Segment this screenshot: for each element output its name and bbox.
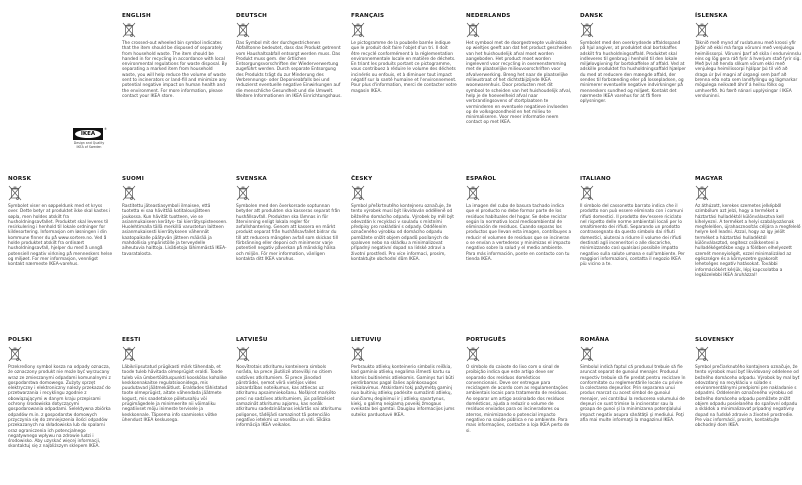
section-italiano — [580, 176, 686, 268]
section-text: Le pictogramme de la poubelle barrée indique que le produit doit faire l'objet d'un tri. Il doit être recyclé conformément à la réglementation environnementale locale en matière de déchets. En triant les produits portant ce pictogramme, vous contribuez à réduire le volume des déchets incinérés ou enfouis, et à diminuer tout impact négatif sur la santé humaine et l'environnement. Pour plus d'information, merci de contacter votre magasin IKEA. — [351, 41, 457, 94]
section-text: Symbolen med den överkorsade soptunnan betyder att produkten ska kasseras separat från hushållsavfall. Produkten ska lämnas in för återvinning enligt lokala regler för avfallshantering. Genom att kassera en märkt produkt separat från hushållsavfallet bidrar du till att reducera mängden avfall som skickas till förbränning eller deponi och minimerar varje potentiell negativ påverkan på mänsklig hälsa och miljön. För mer information, vänligen kontakta ditt IKEA varuhus. — [236, 204, 341, 262]
section-cesky — [351, 176, 457, 262]
crossed-out-bin-icon — [695, 22, 709, 38]
section-text: Das Symbol mit der durchgestrichenen Abfalltonne bedeutet, dass das Produkt getrennt vom Haushaltsabfall entsorgt werden muss. Das Produkt muss gem. der örtlichen Entsorgungsvorschriften der Wiederverwertung zugeführt werden. Durch separate Entsorgung des Produkts trägt du zur Minderung des Verbrennungs- oder Deponieabfalls bei und reduzierst eventuelle negative Einwirkungen auf die menschliche Gesundheit und die Umwelt. Weitere Informationen im IKEA Einrichtungshaus. — [236, 41, 342, 99]
section-text: Symbolet viser en søppeldunk med et kryss over. Dette betyr at produktet ikke skal kastes i søpla, men holdes atskilt fra husholdningsavfallet. Produktet skal leveres til resirkulering i henhold til lokale ordninger for kildesortering. Informasjon om løsningen i din kommune finner du på www.sortere.no. Ved å holde produktet atskilt fra ordinært husholdningsavfall, hjelper du med å unngå potensiell negativ virkning på menneskers helse og miljøet. For mer informasjon, vennligst kontakt nærmeste IKEA-varehus. — [8, 204, 113, 268]
crossed-out-bin-icon — [695, 346, 709, 362]
section-text: Het symbool met de doorgestreepte vuilnisbak op wieltjes geeft aan dat het product gescheiden van het huishoudelijk afval moet worden aangeboden. Het product moet worden ingeleverd voor recycling in overeenstemming met de plaatselijke milieuvoorschriften voor afvalverwerking. Breng het naar de plaatselijke milieustraat of het dichtstbijzijnde IKEA woonwarenhuis. Door producten met dit symbool te scheiden van het huishoudelijk afval, help je de hoeveelheid afval naar verbrandingsovens of stortplaatsen te verminderen en eventuele negatieve invloeden op de volksgezondheid en het milieu te minimaliseren. Voor meer informatie neem contact op met IKEA. — [466, 41, 572, 126]
section-text: Przekreślony symbol kosza na odpady oznacza, że oznaczony produkt nie może być wyrzucany wraz ze zmieszanymi odpadami komunalnymi z gospodarstwa domowego. Zużyty sprzęt elektryczny i elektroniczny należy przekazać do przetwarzania i recyklingu zgodnie z obowiązującymi w danym kraju przepisami ochrony środowiska dotyczącymi gospodarowania odpadami. Selektywna zbiórka odpadów m.in. z gospodarstw domowych przyczynia się do zmniejszenia ilości odpadów przekazanych na składowiska lub do spalarni oraz ograniczenia ich potencjalnego negatywnego wpływu na zdrowie ludzi i środowisko. Aby uzyskać więcej informacji, skontaktuj się z najbliższym sklepem IKEA. — [8, 365, 111, 450]
section-heading: ENGLISH — [122, 13, 151, 19]
section-espanol — [466, 176, 572, 262]
crossed-out-bin-icon — [236, 185, 250, 201]
section-heading: LATVIEŠU — [236, 337, 268, 343]
section-heading: SVENSKA — [236, 176, 267, 182]
section-text: Rastitettu jäteastiasymboli ilmaisee, että tuotetta ei saa hävittää kotitalousjätteen joukossa. Kun hävität tuotteen, vie se asianmukaiseen kerätys- tai kierrätyspisteeseen. Huolehtimalla tällä merkillä varustetun laitteen asianmukaisesti kierrätykseen vähennät kaatopaikalle päätyvän jätteen määrää ja mahdollisia ympäristölle ja terveydelle aiheutuvia haittoja. Lisätietoja lähimmästä IKEA-tavaratalosta. — [122, 204, 228, 257]
crossed-out-bin-icon — [351, 22, 365, 38]
section-heading: POLSKI — [8, 337, 33, 343]
crossed-out-bin-icon — [466, 346, 480, 362]
section-text: Az áthúzott, kerekes szemetes jelképből szimbólum azt jelzi, hogy a terméket a háztartási hulladéktól különválasztva kell kihelyezni. A terméket a helyi szabályozásnak megfelelően, újrahasznosítás céljára a megfelelő helyre kell leadni. Azzal, hogy az így jelölt terméket a háztartási hulladéktól különválasztod, segítesz csökkenteni a hulladékégetőkbe vagy a földben elhelyezett szemét mennyiségét, ezzel minimalizálod az egészségre és a környezetre gyakorolt lehetséges negatív hatásokat. További információkért kérjük, lépj kapcsolatba a legközelebbi IKEA áruházzal! — [695, 204, 801, 278]
crossed-out-bin-icon — [466, 185, 480, 201]
section-magyar — [695, 176, 801, 278]
crossed-out-bin-icon — [122, 185, 136, 201]
section-portugues — [466, 337, 572, 434]
section-polski — [8, 337, 114, 450]
section-deutsch — [236, 13, 342, 99]
section-lietuviu — [351, 337, 457, 418]
crossed-out-bin-icon — [580, 22, 594, 38]
section-svenska — [236, 176, 342, 262]
crossed-out-bin-icon — [8, 346, 22, 362]
section-text: Nosvītrotais atkritumu konteinera simbols norāda, ka prece jāutilizē atsevišķi no citiem sadzīves atkritumiem. Šī prece jānodod pārstrādei, ņemot vērā vietējos vides aizsardzības noteikumus, kas attiecas uz atkritumu apsaimniekošanu. Nošķirot marķēto preci no sadzīves atkritumiem, jūs palīdzēsiet samazināt atkritumu apjomu, kas nonāk atkritumu sadedzināšanas iekārtās vai atkritumu poligonos, tādējādi samazinot tā potenciālo negatīvo ietekmi uz veselību un vidi. Sīkāka informācija IKEA veikalos. — [236, 365, 342, 429]
crossed-out-bin-icon — [236, 22, 250, 38]
ikea-logo-mark: IKEA — [73, 128, 103, 140]
section-heading: DEUTSCH — [236, 13, 268, 19]
section-heading: NORSK — [8, 176, 32, 182]
section-text: Il simbolo del cassonetto barrato indica che il prodotto non può essere eliminato con i comuni rifiuti domestici. Il prodotto dev'essere riciclato nel rispetto delle norme ambientali locali per lo smaltimento dei rifiuti. Separando un prodotto contrassegnato da questo simbolo dai rifiuti domestici, aiuterai a ridurre il volume dei rifiuti destinati agli inceneritori o alle discariche, minimizzando così qualsiasi possibile impatto negativo sulla salute umana e sull'ambiente. Per maggiori informazioni, contatta il negozio IKEA più vicino a te. — [580, 204, 685, 268]
crossed-out-bin-icon — [122, 22, 136, 38]
section-heading: SLOVENSKY — [695, 337, 735, 343]
crossed-out-bin-icon — [351, 346, 365, 362]
section-eesti — [122, 337, 228, 423]
crossed-out-bin-icon — [122, 346, 136, 362]
section-heading: EESTI — [122, 337, 141, 343]
section-english — [122, 13, 228, 99]
section-text: The crossed-out wheeled bin symbol indicates that the item should be disposed of separately from household waste. The item should be handed in for recycling in accordance with local environmental regulations for waste disposal. By separating a marked item from household waste, you will help reduce the volume of waste sent to incinerators or land-fill and minimize any potential negative impact on human health and the environment. For more information, please contact your IKEA store. — [122, 41, 228, 99]
section-text: Perbraukto atliekų konteinerio simbolis reiškia, kad gaminio atliekų negalima išmesti kartu su kitomis buitinėmis atliekomis. Gaminys turi būti perdirbamas pagal šalies aplinkosaugos reikalavimus. Atskirdami tokį pažymėtą gaminį nuo buitinių atliekų padėsite sumažinti atliekų, siunčiamų deginimui ir į atliekų sąvartynus, kiekį, o galimą neigiamą poveikį žmogaus sveikatai bei gamtai. Daugiau informacijos jums suteiks parduotuvė IKEA. — [351, 365, 455, 418]
section-heading: ITALIANO — [580, 176, 611, 182]
section-islenska — [695, 13, 801, 99]
crossed-out-bin-icon — [580, 346, 594, 362]
crossed-out-bin-icon — [466, 22, 480, 38]
section-text: Läbikriipsutatud prügikasti märk tähendab, et toode tuleb hävitada olmeprügist eraldi. Toode tuleb viia ümbertöötluspunkti kooskõlas kohalike keskkonnakaitse regulatsioonidega, mis puudutavad jäätmekäitlust. Eraldades tähistatud toote olmeprügist, aitate vähendada jäätmete kogust, mis saadetakse põletusahju või prügimägedele ja minimeerite nii võimaliku negatiivset mõju inimeste tervisele ja keskkonnale. Täpsema info saamiseks võtke ühendust IKEA keskusega. — [122, 365, 228, 423]
section-text: Symbol prečiarknutého kontajnera označuje, že tento výrobok musí byť likvidovaný oddelene od bežného domáceho odpadu. Výrobok by mal byť odovzdaný na recykláciu v súlade s environmentálnymi predpismi pre nakladanie s odpadmi. Oddelením označeného výrobku od bežného domáceho odpadu pomôžete znížiť objem odpadu posielaného do spaľovní odpadu a skládok a minimalizovať prípadný negatívny dopad na ľudské zdravie a životné prostredie. Pre viac informácií, prosím, kontaktujte obchodný dom IKEA. — [695, 365, 800, 429]
section-heading: MAGYAR — [695, 176, 723, 182]
section-nederlands — [466, 13, 572, 126]
section-heading: ROMÂNA — [580, 337, 610, 343]
section-text: O símbolo do caixote do lixo com o sinal de proibição indica que este artigo deve ser separado dos resíduos domésticos convencionais. Deve ser entregue para reciclagem de acordo com as regulamentações ambientais locais para tratamento de resíduos. Ao separar um artigo assinalado dos resíduos domésticos, ajuda a reduzir o volume de resíduos enviados para os incineradores ou aterros, minimizando o potencial impacto negativo na saúde pública e no ambiente. Para mais informações, contacte a loja IKEA perto de si. — [466, 365, 570, 434]
section-text: Simbolul indică faptul că produsul trebuie să fie aruncat separat de gunoiul menajer. Produsul respectiv trebuie să fie predat pentru reciclare în conformitate cu reglementările locale cu privire la colectarea deşeurilor. Prin separarea unui produs marcat cu acest simbol de gunoiul menajer, vei contribui la reducerea volumului de deşeuri ce sunt trimise la incinerator sau la groapa de gunoi şi la minimizarea potenţialului impact negativ asupra sănătăţii şi mediului. Poţi afla mai multe informaţii la magazinul IKEA. — [580, 365, 686, 423]
section-heading: ESPAÑOL — [466, 176, 497, 182]
section-text: Táknið með mynd af ruslatunnu með krossi yfir þýðir að ekki má farga vörunni með venjulegu heimilissorpi. Vörunni þarf að skila í endurvinnslu eins og lög gera ráð fyrir á hverjum stað fyrir sig. Með því að henda slíkum vörum ekki með venjulegu heimilissorpi hjálpar þú til við að draga úr því magni af úrgangi sem þarf að brenna eða nota sem landfyllingu og lágmarkar mögulega neikvæð áhrif á heilsu fólks og umhverfið. Þú færð nánari upplýsingar í IKEA versluninni. — [695, 41, 801, 99]
crossed-out-bin-icon — [351, 185, 365, 201]
section-dansk — [580, 13, 686, 105]
section-heading: PORTUGUÊS — [466, 337, 507, 343]
logo-caption: Design and Quality IKEA of Sweden — [73, 141, 105, 149]
ikea-logo: IKEA ® Design and Quality IKEA of Sweden — [73, 127, 107, 149]
section-latviesu — [236, 337, 342, 429]
section-heading: ÍSLENSKA — [695, 13, 728, 19]
crossed-out-bin-icon — [695, 185, 709, 201]
section-heading: DANSK — [580, 13, 604, 19]
crossed-out-bin-icon — [236, 346, 250, 362]
section-text: Symbol přeškrtnutého kontejneru označuje, že tento výrobek musí být likvidován odděleně od běžného domácího odpadu. Výrobek by měl být odevzdán k recyklaci v souladu s místními předpisy pro nakládání s odpady. Oddělením označeného výrobku od domácího odpadu pomůžete snížit objem odpadů posílaných do spaloven nebo na skládku a minimalizovat případný negativní dopad na lidské zdraví a životní prostředí. Pro více informací, prosím, kontaktujte obchodní dům IKEA. — [351, 204, 454, 262]
section-norsk — [8, 176, 114, 268]
section-heading: SUOMI — [122, 176, 144, 182]
crossed-out-bin-icon — [8, 185, 22, 201]
section-heading: NEDERLANDS — [466, 13, 511, 19]
section-suomi — [122, 176, 228, 257]
section-heading: ČESKY — [351, 176, 373, 182]
section-francais — [351, 13, 457, 94]
crossed-out-bin-icon — [580, 185, 594, 201]
section-text: Symbolet med den overkrydsede affaldsspand på hjul angiver, at produktet skal bortskaffes adskilt fra husholdningsaffald. Produktet skal indleveres til genbrug i henhold til den lokale miljølovgivning for bortskaffelse af affald. Ved at adskille produktet fra husholdningsaffald hjælper du med at reducere den mængde affald, der sendes til forbrænding eller på lossepladsen, og minimerer eventuelle negative indvirkninger på menneskers sundhed og miljøet. Kontakt det nærmeste IKEA varehus for at få flere oplysninger. — [580, 41, 686, 105]
section-slovensky — [695, 337, 801, 429]
section-text: La imagen del cubo de basura tachado indica que el producto no debe formar parte de los residuos habituales del hogar. Se debe reciclar según la normativa local medioambiental de eliminación de residuos. Cuando separas los productos que llevan esta imagen, contribuyes a reducir el volumen de residuos que se incineran o se envían a vertederos y minimizas el impacto negativo sobre la salud y el medio ambiente. Para más información, ponte en contacto con tu tienda IKEA. — [466, 204, 572, 262]
section-heading: FRANÇAIS — [351, 13, 385, 19]
section-heading: LIETUVIŲ — [351, 337, 382, 343]
section-romana — [580, 337, 686, 423]
